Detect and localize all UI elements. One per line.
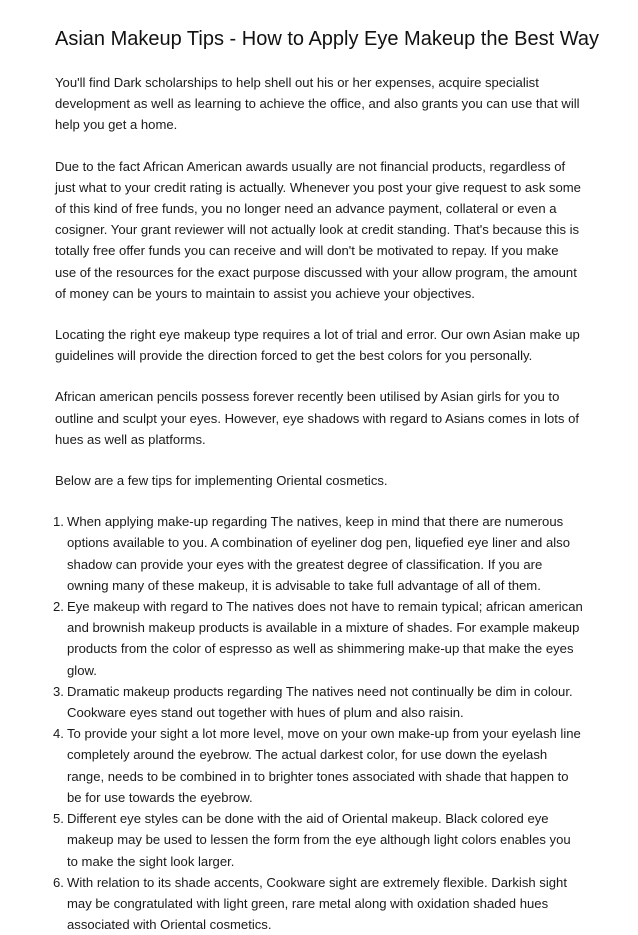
paragraph-scholarships: You'll find Dark scholarships to help shell out his or her expenses, acquire specialist development as well as learning to achieve the office, and also grants you can use that will help you get a home. xyxy=(55,75,580,133)
list-item-number: 6. xyxy=(53,874,64,890)
list-item-text: With relation to its shade accents, Cookware sight are extremely flexible. Darkish sight may be congratulated with light green, rare metal along with oxidation shaded hues associated with Oriental cosmetics. xyxy=(67,874,567,933)
list-item-text: Eye makeup with regard to The natives does not have to remain typical; african american and brownish makeup products is available in a mixture of shades. For example makeup products from the color of espresso as well as shimmering make-up that make the eyes glow. xyxy=(67,599,583,678)
list-item-number: 2. xyxy=(53,599,64,615)
list-item-number: 4. xyxy=(53,726,64,742)
list-item-text: Different eye styles can be done with the aid of Oriental makeup. Black colored eye makeup may be used to lessen the form from the eye although light colors enables you to make the sight look larger. xyxy=(67,811,571,869)
paragraph-grants: Due to the fact African American awards usually are not financial products, regardless of just what to your credit rating is actually. Whenever you post your give request to ask some of this kind of free funds, you no longer need an advance payment, collateral or even a cosigner. Your grant reviewer will not actually look at credit standing. That's because this is totally free offer funds you can receive and will don't be motivated to repay. If you make use of the resources for the exact purpose discussed with your allow program, the amount of money can be yours to maintain to assist you achieve your objectives. xyxy=(55,158,581,301)
list-item xyxy=(55,723,583,808)
document-page xyxy=(53,26,599,935)
paragraph-pencils: African american pencils possess forever recently been utilised by Asian girls for you to outline and sculpt your eyes. However, eye shadows with regard to Asians comes in lots of hues as well as platforms. xyxy=(55,389,580,447)
paragraph-eye-makeup-type: Locating the right eye makeup type requires a lot of trial and error. Our own Asian make up guidelines will provide the direction forced to get the best colors for you personally. xyxy=(55,327,580,364)
paragraph-tips-intro: Below are a few tips for implementing Oriental cosmetics. xyxy=(55,473,388,489)
list-item-number: 5. xyxy=(53,811,64,827)
list-item-text: Dramatic makeup products regarding The natives need not continually be dim in colour. Cookware eyes stand out together with hues of plum and also raisin. xyxy=(67,683,573,721)
list-item xyxy=(55,681,583,723)
list-item-number: 1. xyxy=(53,514,64,530)
list-item-text: To provide your sight a lot more level, move on your own make-up from your eyelash line completely around the eyebrow. The actual darkest color, for use down the eyelash range, needs to be combined in to brighter tones associated with shade that happen to be for use towards the eyebrow. xyxy=(67,726,581,805)
list-item xyxy=(55,596,583,681)
list-item-number: 3. xyxy=(53,683,64,699)
list-item xyxy=(55,511,583,596)
list-item xyxy=(55,808,583,872)
list-item-text: When applying make-up regarding The natives, keep in mind that there are numerous options available to you. A combination of eyeliner dog pen, liquefied eye liner and also shadow can provide your eyes with the greatest degree of classification. If you are owning many of these makeup, it is advisable to take full advantage of all of them. xyxy=(67,514,570,593)
list-item xyxy=(55,872,583,935)
page-title: Asian Makeup Tips - How to Apply Eye Makeup the Best Way xyxy=(55,28,599,50)
tips-list xyxy=(55,511,583,935)
